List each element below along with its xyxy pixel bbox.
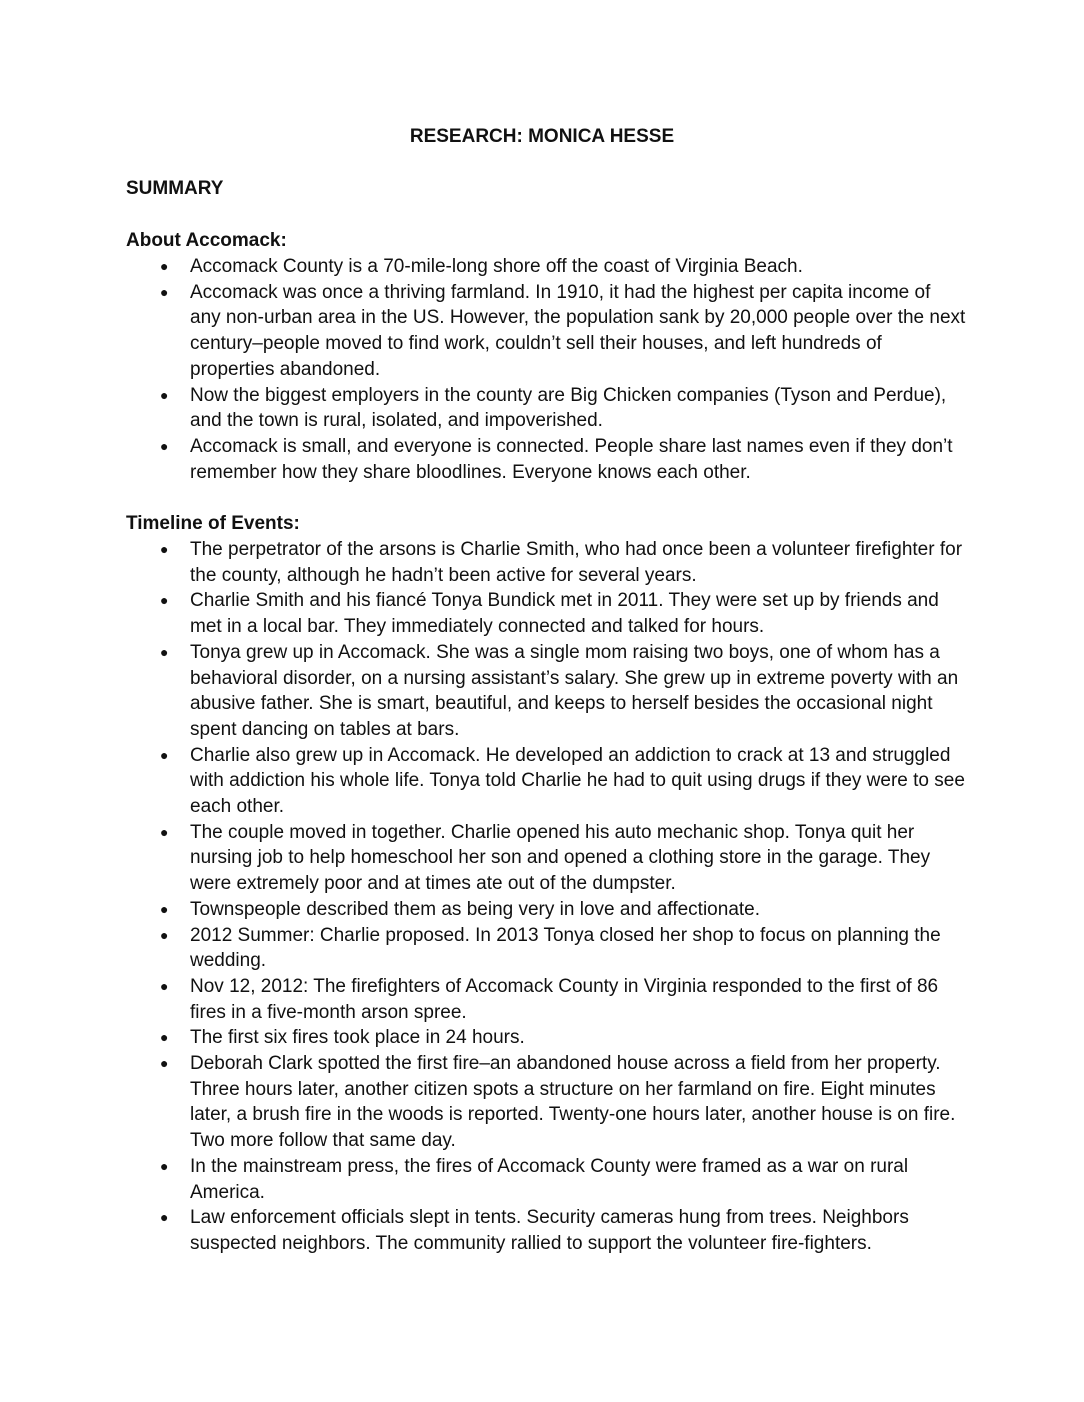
list-item-text: Charlie Smith and his fiancé Tonya Bundick met in 2011. They were set up by friends and met in a local bar. They immediately connected and talked for hours. (190, 590, 939, 638)
bullet-icon: ● (160, 823, 169, 840)
bullet-icon: ● (160, 437, 169, 454)
list-item-text: Deborah Clark spotted the first fire–an abandoned house across a field from her property. Three hours later, another citizen spots a structure on her farmland on fire. Eight minutes later, a brush fire in the woods is reported. Twenty-one hours later, another house is on fire. Two more follow that same day. (190, 1053, 956, 1152)
bullet-icon: ● (160, 258, 169, 274)
list-item (126, 923, 966, 974)
timeline-heading: Timeline of Events: (126, 513, 300, 534)
list-item-text: The first six fires took place in 24 hours. (190, 1027, 525, 1049)
list-item-text: Nov 12, 2012: The firefighters of Accomack County in Virginia responded to the first of 86 fires in a five-month arson spree. (190, 975, 939, 1023)
bullet-icon: ● (160, 900, 169, 917)
summary-heading: SUMMARY (126, 178, 224, 199)
list-item-text: Accomack is small, and everyone is connected. People share last names even if they don’t remember how they share bloodlines. Everyone knows each other. (190, 435, 953, 483)
list-item-text: The couple moved in together. Charlie opened his auto mechanic shop. Tonya quit her nursing job to help homeschool her son and opened a clothing store in the garage. They were extremely poor and at times ate out of the dumpster. (190, 821, 931, 895)
list-item (126, 820, 966, 897)
about-accomack-list (126, 254, 966, 485)
bullet-icon: ● (160, 746, 169, 763)
list-item-text: Now the biggest employers in the county are Big Chicken companies (Tyson and Perdue), and the town is rural, isolated, and impoverished. (190, 384, 947, 432)
document-title: RESEARCH: MONICA HESSE (409, 126, 675, 147)
list-item (126, 383, 966, 434)
list-item (126, 1154, 966, 1205)
bullet-icon: ● (160, 541, 169, 557)
list-item (126, 743, 966, 820)
bullet-icon: ● (160, 926, 169, 943)
list-item (126, 897, 966, 923)
list-item-text: Townspeople described them as being very in love and affectionate. (190, 898, 761, 920)
list-item (126, 434, 966, 485)
bullet-icon: ● (160, 1157, 169, 1174)
list-item-text: 2012 Summer: Charlie proposed. In 2013 Tonya closed her shop to focus on planning the wedding. (190, 924, 941, 972)
list-item-text: Charlie also grew up in Accomack. He developed an addiction to crack at 13 and struggled with addiction his whole life. Tonya told Charlie he had to quit using drugs if they were to see each other. (190, 744, 965, 818)
list-item (126, 1205, 966, 1256)
bullet-icon: ● (160, 592, 169, 609)
list-item (126, 640, 966, 743)
list-item-text: In the mainstream press, the fires of Accomack County were framed as a war on rural America. (190, 1155, 909, 1203)
list-item (126, 974, 966, 1025)
list-item-text: Law enforcement officials slept in tents. Security cameras hung from trees. Neighbors suspected neighbors. The community rallied to support the volunteer fire-fighters. (190, 1207, 909, 1254)
timeline-list (126, 537, 966, 1257)
about-accomack-heading: About Accomack: (126, 230, 287, 251)
list-item (126, 537, 966, 588)
list-item (126, 1051, 966, 1154)
bullet-icon: ● (160, 1209, 169, 1226)
bullet-icon: ● (160, 1029, 169, 1046)
bullet-icon: ● (160, 1055, 169, 1072)
list-item-text: Accomack County is a 70-mile-long shore off the coast of Virginia Beach. (190, 256, 803, 277)
list-item (126, 280, 966, 383)
list-item-text: The perpetrator of the arsons is Charlie Smith, who had once been a volunteer firefighter for the county, although he hadn’t been active for several years. (190, 539, 963, 586)
list-item-text: Accomack was once a thriving farmland. In 1910, it had the highest per capita income of any non-urban area in the US. However, the population sank by 20,000 people over the next century–people moved to find work, couldn’t sell their houses, and left hundreds of properties abandoned. (190, 281, 966, 380)
list-item (126, 254, 966, 280)
bullet-icon: ● (160, 386, 169, 403)
list-item (126, 1025, 966, 1051)
bullet-icon: ● (160, 643, 169, 660)
list-item-text: Tonya grew up in Accomack. She was a single mom raising two boys, one of whom has a behavioral disorder, on a nursing assistant’s salary. She grew up in extreme poverty with an abusive father. She is smart, beautiful, and keeps to herself besides the occasional night spent dancing on tables at bars. (190, 641, 959, 740)
bullet-icon: ● (160, 977, 169, 994)
list-item (126, 588, 966, 639)
bullet-icon: ● (160, 283, 169, 300)
